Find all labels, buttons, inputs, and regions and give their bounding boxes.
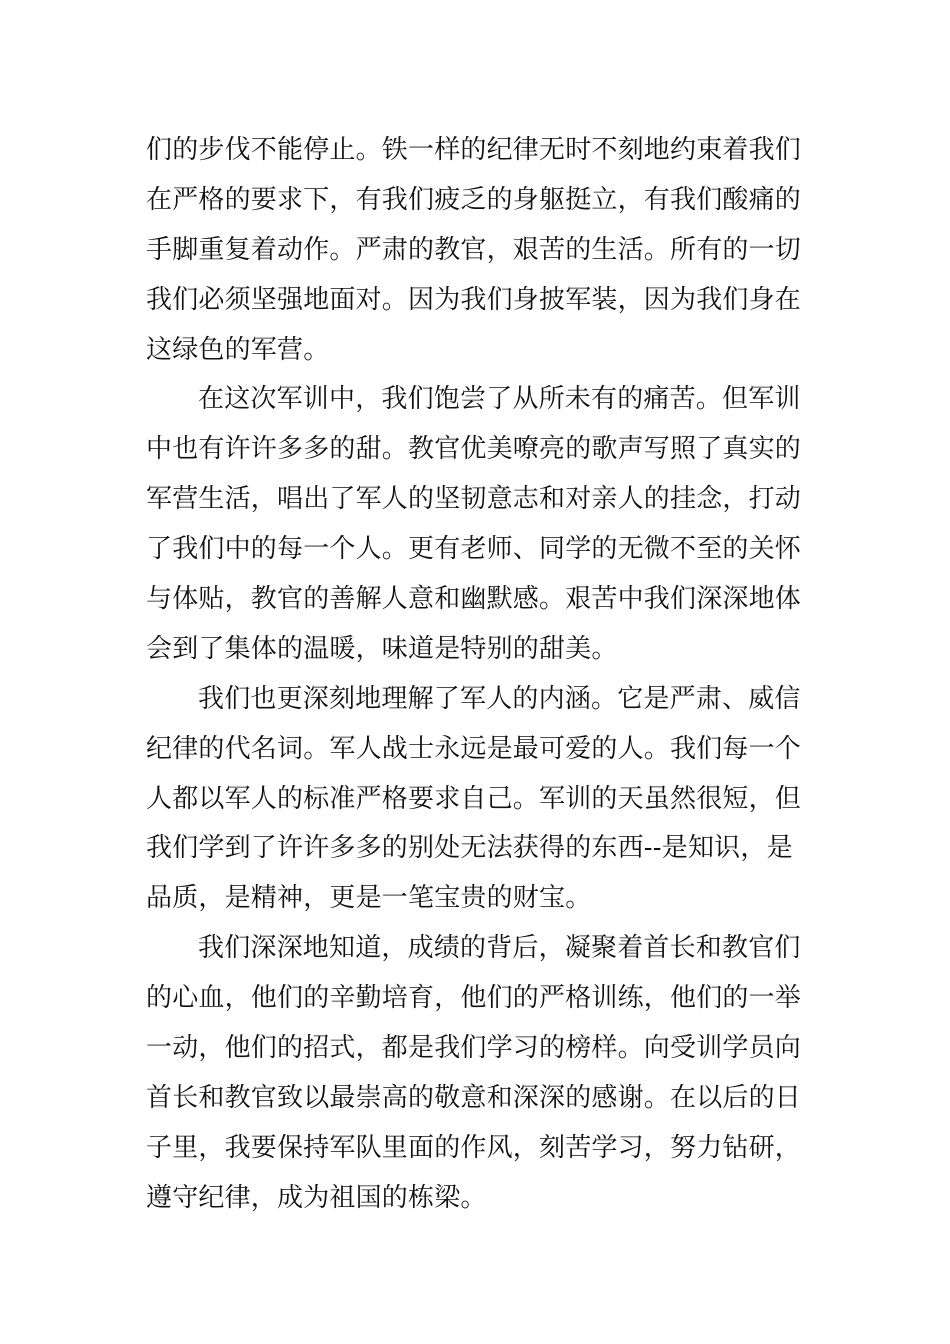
text-line: 纪律的代名词。军人战士永远是最可爱的人。我们每一个 [146, 733, 802, 764]
text-line: 人都以军人的标准严格要求自己。军训的天虽然很短，但 [146, 783, 802, 814]
paragraph-first-line: 我们深深地知道，成绩的背后，凝聚着首长和教官们 [198, 933, 801, 964]
text-line: 在严格的要求下，有我们疲乏的身躯挺立，有我们酸痛的 [146, 184, 802, 215]
text-line: 我们学到了许许多多的别处无法获得的东西--是知识，是 [146, 833, 793, 864]
text-line: 中也有许许多多的甜。教官优美嘹亮的歌声写照了真实的 [146, 434, 802, 465]
text-line: 与体贴，教官的善解人意和幽默感。艰苦中我们深深地体 [146, 584, 802, 615]
text-line: 们的步伐不能停止。铁一样的纪律无时不刻地约束着我们 [146, 135, 802, 165]
text-line: 手脚重复着动作。严肃的教官，艰苦的生活。所有的一切 [146, 234, 802, 265]
text-line: 会到了集体的温暖，味道是特别的甜美。 [146, 633, 618, 664]
text-line: 我们必须坚强地面对。因为我们身披军装，因为我们身在 [146, 284, 802, 315]
text-line: 的心血，他们的辛勤培育，他们的严格训练，他们的一举 [146, 983, 802, 1014]
text-line: 军营生活，唱出了军人的坚韧意志和对亲人的挂念，打动 [146, 484, 802, 515]
document-body [146, 126, 810, 1224]
text-line: 一动，他们的招式，都是我们学习的榜样。向受训学员向 [146, 1033, 802, 1064]
text-line: 子里，我要保持军队里面的作风，刻苦学习，努力钻研， [146, 1132, 802, 1163]
paragraph-first-line: 我们也更深刻地理解了军人的内涵。它是严肃、威信 [198, 683, 801, 714]
text-line: 了我们中的每一个人。更有老师、同学的无微不至的关怀 [146, 534, 802, 565]
text-line: 遵守纪律，成为祖国的栋梁。 [146, 1182, 487, 1213]
paragraph-first-line: 在这次军训中，我们饱尝了从所未有的痛苦。但军训 [198, 384, 801, 415]
text-line: 品质，是精神，更是一笔宝贵的财宝。 [146, 883, 592, 914]
text-line: 这绿色的军营。 [146, 334, 330, 365]
text-line: 首长和教官致以最崇高的敬意和深深的感谢。在以后的日 [146, 1082, 802, 1113]
